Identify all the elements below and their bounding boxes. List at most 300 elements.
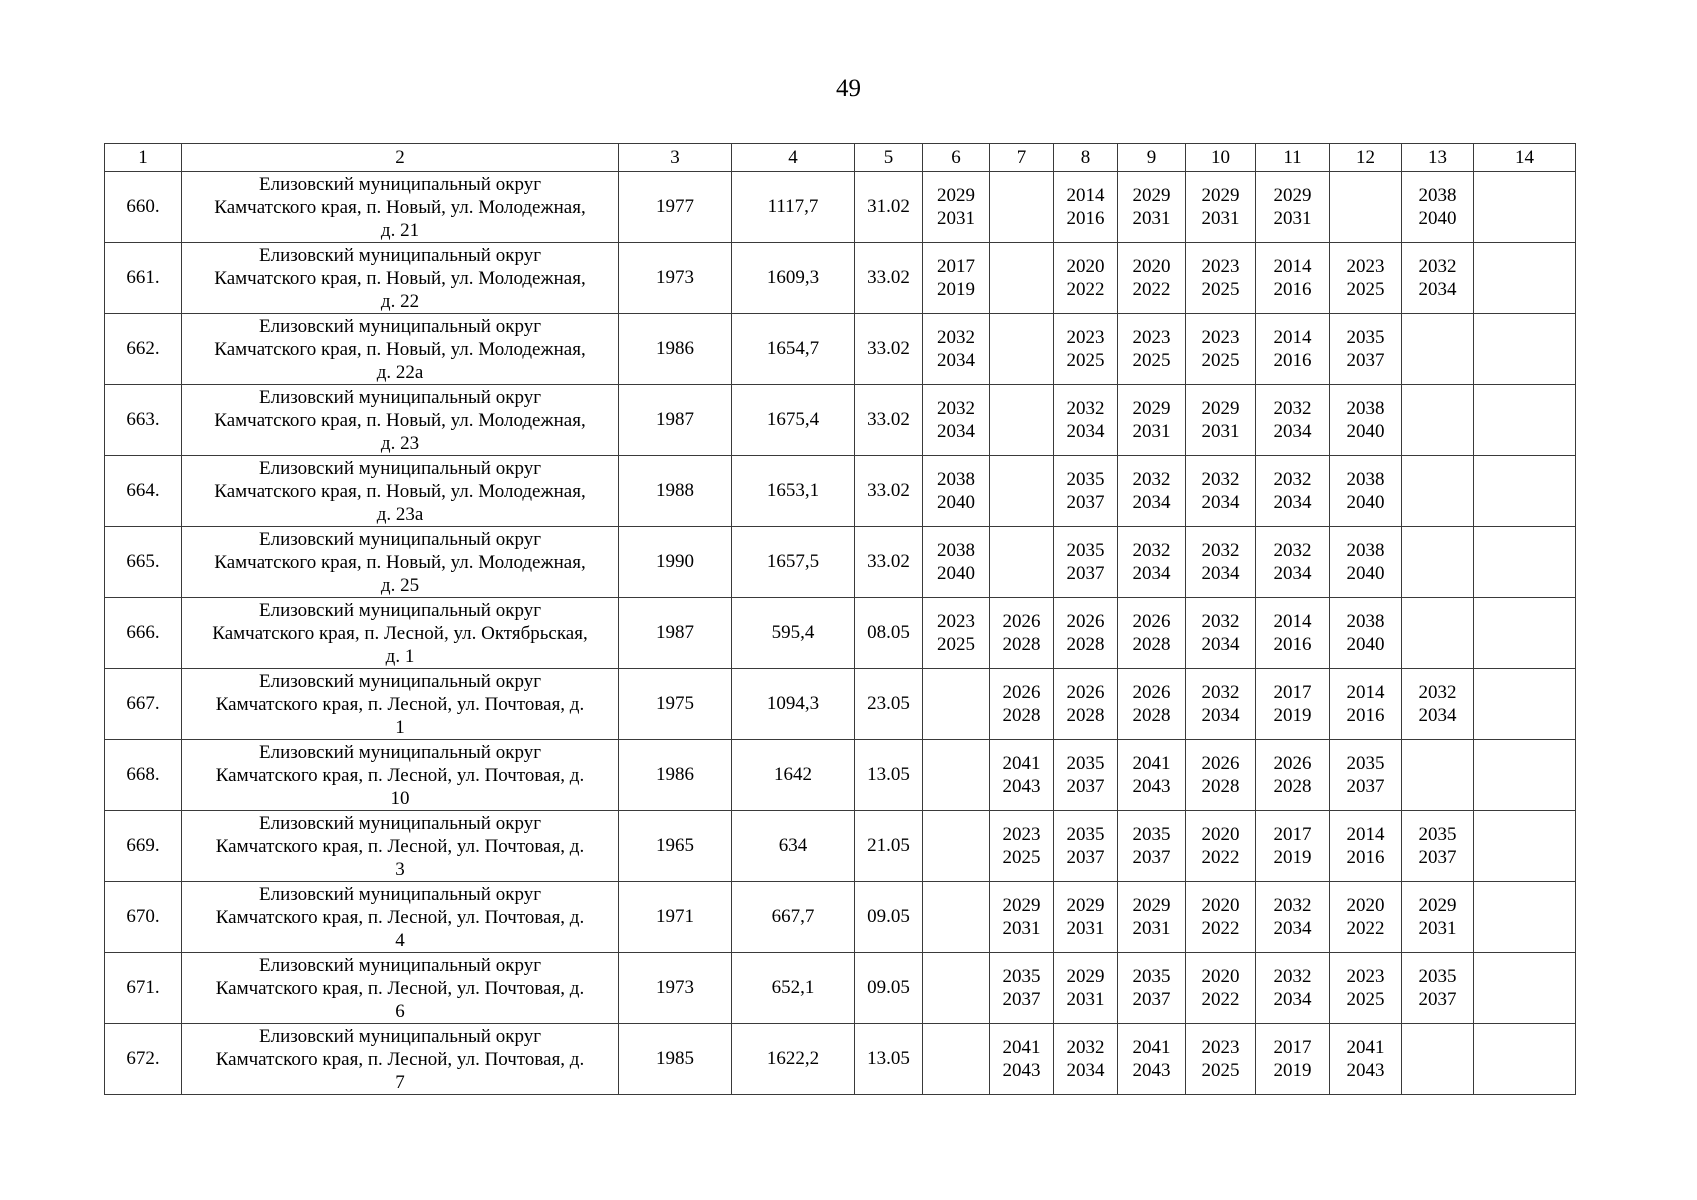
period-cell — [1474, 953, 1576, 1024]
period-cell — [1256, 456, 1330, 527]
period-cell — [1118, 527, 1186, 598]
period-year: 2032 — [1201, 610, 1240, 632]
period-cell — [1402, 456, 1474, 527]
period-year: 2038 — [937, 468, 975, 490]
period-cell — [1402, 527, 1474, 598]
period-year: 2043 — [1002, 1060, 1041, 1081]
address-line: 7 — [395, 1071, 405, 1093]
period-cell — [1186, 243, 1256, 314]
address-line: Елизовский муниципальный округ — [259, 1025, 541, 1047]
period-year: 2032 — [1066, 1036, 1105, 1058]
column-header: 4 — [732, 144, 855, 172]
period-year: 2031 — [1066, 989, 1105, 1010]
area-cell: 1654,7 — [732, 314, 855, 385]
period-year: 2028 — [1002, 634, 1041, 655]
period-year: 2020 — [1346, 894, 1385, 916]
address-cell — [182, 314, 619, 385]
period-year: 2022 — [1132, 279, 1171, 300]
period-cell — [1054, 598, 1118, 669]
period-cell — [1118, 740, 1186, 811]
period-year: 2034 — [1201, 705, 1240, 726]
registry-table — [104, 143, 1576, 1095]
address-cell — [182, 669, 619, 740]
address-line: Камчатского края, п. Новый, ул. Молодежная, — [214, 551, 586, 573]
area-cell: 652,1 — [732, 953, 855, 1024]
period-cell — [1054, 953, 1118, 1024]
address-line: д. 22 — [380, 290, 420, 312]
period-year: 2020 — [1201, 965, 1240, 987]
period-cell — [1474, 882, 1576, 953]
period-year: 2032 — [1132, 468, 1171, 490]
table-row — [105, 243, 1576, 314]
address-line: Камчатского края, п. Лесной, ул. Почтовая, д. — [215, 906, 585, 928]
build-year-cell: 1988 — [619, 456, 732, 527]
period-year: 2023 — [937, 610, 975, 632]
period-year: 2032 — [1273, 965, 1312, 987]
period-cell — [1256, 385, 1330, 456]
period-year: 2040 — [1346, 563, 1385, 584]
period-cell — [990, 740, 1054, 811]
period-cell — [1186, 314, 1256, 385]
address-line: Камчатского края, п. Лесной, ул. Почтовая, д. — [215, 835, 585, 857]
period-year: 2022 — [1201, 847, 1240, 868]
address-line: Елизовский муниципальный округ — [259, 173, 541, 195]
period-cell — [1256, 953, 1330, 1024]
period-cell — [1256, 669, 1330, 740]
area-cell: 1642 — [732, 740, 855, 811]
period-cell — [1330, 669, 1402, 740]
period-year: 2041 — [1002, 752, 1041, 774]
period-year: 2028 — [1002, 705, 1041, 726]
period-year: 2023 — [1002, 823, 1041, 845]
period-cell — [990, 811, 1054, 882]
period-cell — [1054, 172, 1118, 243]
address-cell — [182, 527, 619, 598]
address-line: Камчатского края, п. Новый, ул. Молодежная, — [214, 480, 586, 502]
period-cell — [1186, 811, 1256, 882]
period-cell — [1330, 1024, 1402, 1095]
period-year: 2025 — [1201, 350, 1240, 371]
period-year: 2031 — [1002, 918, 1041, 939]
period-year: 2038 — [937, 539, 975, 561]
address-line: 3 — [395, 858, 405, 880]
period-year: 2034 — [1132, 563, 1171, 584]
period-year: 2026 — [1066, 681, 1105, 703]
period-cell — [1474, 456, 1576, 527]
period-cell — [1118, 953, 1186, 1024]
period-cell — [1330, 456, 1402, 527]
address-cell — [182, 1024, 619, 1095]
period-year: 2029 — [1273, 184, 1312, 206]
table-row — [105, 172, 1576, 243]
period-cell — [990, 882, 1054, 953]
period-year: 2026 — [1002, 610, 1041, 632]
address-line: Елизовский муниципальный округ — [259, 954, 541, 976]
code-cell: 09.05 — [855, 882, 923, 953]
row-number-cell: 665. — [105, 527, 182, 598]
period-cell — [1474, 811, 1576, 882]
period-cell — [1402, 172, 1474, 243]
period-cell — [1054, 456, 1118, 527]
period-year: 2032 — [937, 326, 975, 348]
period-year: 2019 — [1273, 847, 1312, 868]
period-year: 2016 — [1273, 279, 1312, 300]
period-year: 2019 — [1273, 1060, 1312, 1081]
period-year: 2028 — [1066, 634, 1105, 655]
period-year: 2034 — [1418, 705, 1457, 726]
period-year: 2014 — [1066, 184, 1105, 206]
period-cell — [1118, 172, 1186, 243]
period-year: 2016 — [1346, 847, 1385, 868]
period-year: 2026 — [1066, 610, 1105, 632]
period-year: 2037 — [1066, 563, 1105, 584]
period-year: 2035 — [1346, 752, 1385, 774]
period-cell — [1186, 456, 1256, 527]
address-line: Камчатского края, п. Новый, ул. Молодежная, — [214, 338, 586, 360]
period-cell — [1402, 1024, 1474, 1095]
address-line: 4 — [395, 929, 405, 951]
address-cell — [182, 882, 619, 953]
period-year: 2016 — [1346, 705, 1385, 726]
period-year: 2016 — [1066, 208, 1105, 229]
area-cell: 1675,4 — [732, 385, 855, 456]
period-cell — [990, 385, 1054, 456]
row-number-cell: 671. — [105, 953, 182, 1024]
period-year: 2035 — [1066, 468, 1105, 490]
column-header: 7 — [990, 144, 1054, 172]
period-year: 2032 — [1273, 468, 1312, 490]
period-cell — [1402, 385, 1474, 456]
period-cell — [923, 1024, 990, 1095]
code-cell: 13.05 — [855, 740, 923, 811]
code-cell: 21.05 — [855, 811, 923, 882]
column-header: 6 — [923, 144, 990, 172]
address-line: 6 — [395, 1000, 405, 1022]
period-year: 2035 — [1002, 965, 1041, 987]
period-year: 2041 — [1132, 752, 1171, 774]
period-year: 2022 — [1066, 279, 1105, 300]
code-cell: 33.02 — [855, 243, 923, 314]
period-cell — [1186, 385, 1256, 456]
period-year: 2037 — [1066, 492, 1105, 513]
row-number-cell: 660. — [105, 172, 182, 243]
period-year: 2034 — [1273, 989, 1312, 1010]
period-cell — [1474, 172, 1576, 243]
address-line: Камчатского края, п. Новый, ул. Молодежная, — [214, 267, 586, 289]
period-year: 2037 — [1418, 847, 1457, 868]
period-year: 2029 — [1132, 894, 1171, 916]
period-cell — [1402, 740, 1474, 811]
period-year: 2035 — [1346, 326, 1385, 348]
period-cell — [1118, 598, 1186, 669]
column-header: 11 — [1256, 144, 1330, 172]
period-cell — [1256, 811, 1330, 882]
period-cell — [1330, 882, 1402, 953]
period-year: 2034 — [1273, 563, 1312, 584]
column-header: 1 — [105, 144, 182, 172]
period-cell — [1118, 811, 1186, 882]
period-cell — [1402, 669, 1474, 740]
period-cell — [1186, 527, 1256, 598]
period-cell — [1256, 243, 1330, 314]
period-cell — [990, 953, 1054, 1024]
address-cell — [182, 811, 619, 882]
period-year: 2031 — [1418, 918, 1457, 939]
period-year: 2043 — [1132, 776, 1171, 797]
period-cell — [1118, 1024, 1186, 1095]
period-year: 2023 — [1066, 326, 1105, 348]
period-year: 2031 — [1132, 208, 1171, 229]
period-year: 2031 — [1273, 208, 1312, 229]
period-cell — [1402, 953, 1474, 1024]
period-year: 2035 — [1418, 823, 1457, 845]
build-year-cell: 1987 — [619, 385, 732, 456]
column-header: 14 — [1474, 144, 1576, 172]
period-cell — [1118, 456, 1186, 527]
column-header: 12 — [1330, 144, 1402, 172]
period-year: 2043 — [1132, 1060, 1171, 1081]
period-year: 2032 — [1201, 468, 1240, 490]
address-line: Камчатского края, п. Новый, ул. Молодежная, — [214, 409, 586, 431]
period-cell — [1402, 598, 1474, 669]
period-cell — [1330, 385, 1402, 456]
period-year: 2034 — [1273, 918, 1312, 939]
period-year: 2023 — [1201, 1036, 1240, 1058]
period-year: 2029 — [1418, 894, 1457, 916]
period-year: 2037 — [1066, 776, 1105, 797]
period-year: 2035 — [1066, 752, 1105, 774]
address-line: Елизовский муниципальный округ — [259, 244, 541, 266]
period-year: 2034 — [1132, 492, 1171, 513]
period-year: 2025 — [1132, 350, 1171, 371]
period-cell — [1474, 314, 1576, 385]
period-cell — [1256, 527, 1330, 598]
period-cell — [1186, 172, 1256, 243]
period-year: 2029 — [1066, 894, 1105, 916]
address-line: Камчатского края, п. Лесной, ул. Почтовая, д. — [215, 1048, 585, 1070]
area-cell: 595,4 — [732, 598, 855, 669]
period-year: 2032 — [1132, 539, 1171, 561]
build-year-cell: 1977 — [619, 172, 732, 243]
period-cell — [1054, 527, 1118, 598]
table-body — [105, 172, 1576, 1095]
address-cell — [182, 243, 619, 314]
period-cell — [1474, 669, 1576, 740]
period-year: 2029 — [937, 184, 975, 206]
address-cell — [182, 385, 619, 456]
period-year: 2023 — [1346, 255, 1385, 277]
period-cell — [990, 172, 1054, 243]
address-line: Елизовский муниципальный округ — [259, 528, 541, 550]
period-cell — [1118, 385, 1186, 456]
address-line: д. 21 — [380, 219, 420, 241]
period-year: 2041 — [1346, 1036, 1385, 1058]
period-year: 2019 — [937, 279, 975, 300]
period-year: 2043 — [1346, 1060, 1385, 1081]
address-line: Камчатского края, п. Лесной, ул. Почтовая, д. — [215, 693, 585, 715]
period-cell — [1118, 314, 1186, 385]
address-line: Елизовский муниципальный округ — [259, 386, 541, 408]
table-row — [105, 314, 1576, 385]
period-cell — [990, 456, 1054, 527]
period-cell — [1186, 1024, 1256, 1095]
column-header: 10 — [1186, 144, 1256, 172]
period-year: 2037 — [1346, 350, 1385, 371]
period-year: 2032 — [1201, 539, 1240, 561]
period-year: 2020 — [1201, 894, 1240, 916]
period-year: 2020 — [1132, 255, 1171, 277]
period-year: 2031 — [1066, 918, 1105, 939]
address-line: Камчатского края, п. Лесной, ул. Октябрьская, — [212, 622, 588, 644]
period-year: 2020 — [1201, 823, 1240, 845]
period-cell — [1054, 811, 1118, 882]
period-cell — [1402, 882, 1474, 953]
address-line: Камчатского края, п. Новый, ул. Молодежная, — [214, 196, 586, 218]
code-cell: 08.05 — [855, 598, 923, 669]
table-row — [105, 385, 1576, 456]
address-line: Камчатского края, п. Лесной, ул. Почтовая, д. — [215, 977, 585, 999]
period-year: 2017 — [937, 255, 975, 277]
area-cell: 1094,3 — [732, 669, 855, 740]
period-cell — [923, 740, 990, 811]
period-cell — [923, 669, 990, 740]
period-year: 2035 — [1132, 823, 1171, 845]
period-year: 2028 — [1066, 705, 1105, 726]
period-cell — [990, 669, 1054, 740]
period-year: 2038 — [1346, 397, 1385, 419]
period-year: 2034 — [1201, 492, 1240, 513]
period-year: 2029 — [1002, 894, 1041, 916]
address-cell — [182, 740, 619, 811]
build-year-cell: 1965 — [619, 811, 732, 882]
period-year: 2026 — [1273, 752, 1312, 774]
period-cell — [923, 172, 990, 243]
build-year-cell: 1987 — [619, 598, 732, 669]
period-year: 2025 — [1201, 1060, 1240, 1081]
code-cell: 09.05 — [855, 953, 923, 1024]
period-year: 2032 — [1418, 255, 1457, 277]
row-number-cell: 670. — [105, 882, 182, 953]
address-line: д. 23а — [376, 503, 424, 525]
period-cell — [1186, 882, 1256, 953]
period-cell — [1474, 1024, 1576, 1095]
period-year: 2032 — [1418, 681, 1457, 703]
period-year: 2025 — [1201, 279, 1240, 300]
period-cell — [1330, 740, 1402, 811]
period-year: 2037 — [1132, 847, 1171, 868]
period-cell — [1402, 811, 1474, 882]
period-cell — [923, 385, 990, 456]
period-cell — [923, 598, 990, 669]
period-year: 2034 — [1066, 1060, 1105, 1081]
period-year: 2032 — [1066, 397, 1105, 419]
column-header: 5 — [855, 144, 923, 172]
row-number-cell: 662. — [105, 314, 182, 385]
table-row — [105, 527, 1576, 598]
period-cell — [923, 314, 990, 385]
column-header: 9 — [1118, 144, 1186, 172]
period-cell — [1402, 314, 1474, 385]
table-row — [105, 1024, 1576, 1095]
period-year: 2034 — [937, 421, 975, 442]
period-year: 2037 — [1132, 989, 1171, 1010]
table-header-row — [105, 144, 1576, 172]
period-year: 2028 — [1201, 776, 1240, 797]
column-header: 3 — [619, 144, 732, 172]
period-year: 2040 — [937, 563, 975, 584]
table-row — [105, 456, 1576, 527]
period-cell — [1256, 598, 1330, 669]
period-cell — [1186, 669, 1256, 740]
period-year: 2032 — [937, 397, 975, 419]
build-year-cell: 1975 — [619, 669, 732, 740]
period-year: 2041 — [1132, 1036, 1171, 1058]
area-cell: 1117,7 — [732, 172, 855, 243]
period-year: 2028 — [1132, 705, 1171, 726]
period-cell — [1186, 598, 1256, 669]
period-year: 2031 — [1132, 421, 1171, 442]
period-year: 2025 — [1066, 350, 1105, 371]
address-line: Елизовский муниципальный округ — [259, 670, 541, 692]
period-year: 2029 — [1066, 965, 1105, 987]
period-cell — [1054, 1024, 1118, 1095]
area-cell: 1657,5 — [732, 527, 855, 598]
period-year: 2038 — [1346, 610, 1385, 632]
period-year: 2034 — [1201, 563, 1240, 584]
period-year: 2026 — [1002, 681, 1041, 703]
row-number-cell: 663. — [105, 385, 182, 456]
period-cell — [1402, 243, 1474, 314]
period-cell — [1054, 243, 1118, 314]
period-year: 2025 — [1346, 989, 1385, 1010]
period-cell — [1054, 740, 1118, 811]
period-year: 2035 — [1418, 965, 1457, 987]
period-cell — [923, 456, 990, 527]
period-cell — [1474, 740, 1576, 811]
address-line: Елизовский муниципальный округ — [259, 599, 541, 621]
period-year: 2028 — [1273, 776, 1312, 797]
period-year: 2023 — [1201, 326, 1240, 348]
period-year: 2014 — [1346, 823, 1385, 845]
period-cell — [990, 598, 1054, 669]
period-year: 2037 — [1346, 776, 1385, 797]
period-year: 2034 — [937, 350, 975, 371]
period-year: 2035 — [1132, 965, 1171, 987]
period-year: 2022 — [1346, 918, 1385, 939]
address-line: Елизовский муниципальный округ — [259, 883, 541, 905]
code-cell: 33.02 — [855, 456, 923, 527]
period-cell — [923, 243, 990, 314]
period-cell — [1474, 527, 1576, 598]
build-year-cell: 1990 — [619, 527, 732, 598]
address-cell — [182, 456, 619, 527]
period-cell — [1330, 243, 1402, 314]
period-year: 2031 — [1132, 918, 1171, 939]
period-year: 2041 — [1002, 1036, 1041, 1058]
period-year: 2023 — [1201, 255, 1240, 277]
build-year-cell: 1973 — [619, 243, 732, 314]
address-line: д. 22а — [376, 361, 424, 383]
period-cell — [1256, 882, 1330, 953]
period-year: 2020 — [1066, 255, 1105, 277]
address-line: Елизовский муниципальный округ — [259, 812, 541, 834]
address-cell — [182, 953, 619, 1024]
period-cell — [923, 953, 990, 1024]
address-line: Елизовский муниципальный округ — [259, 315, 541, 337]
period-year: 2037 — [1418, 989, 1457, 1010]
row-number-cell: 672. — [105, 1024, 182, 1095]
period-cell — [1474, 598, 1576, 669]
